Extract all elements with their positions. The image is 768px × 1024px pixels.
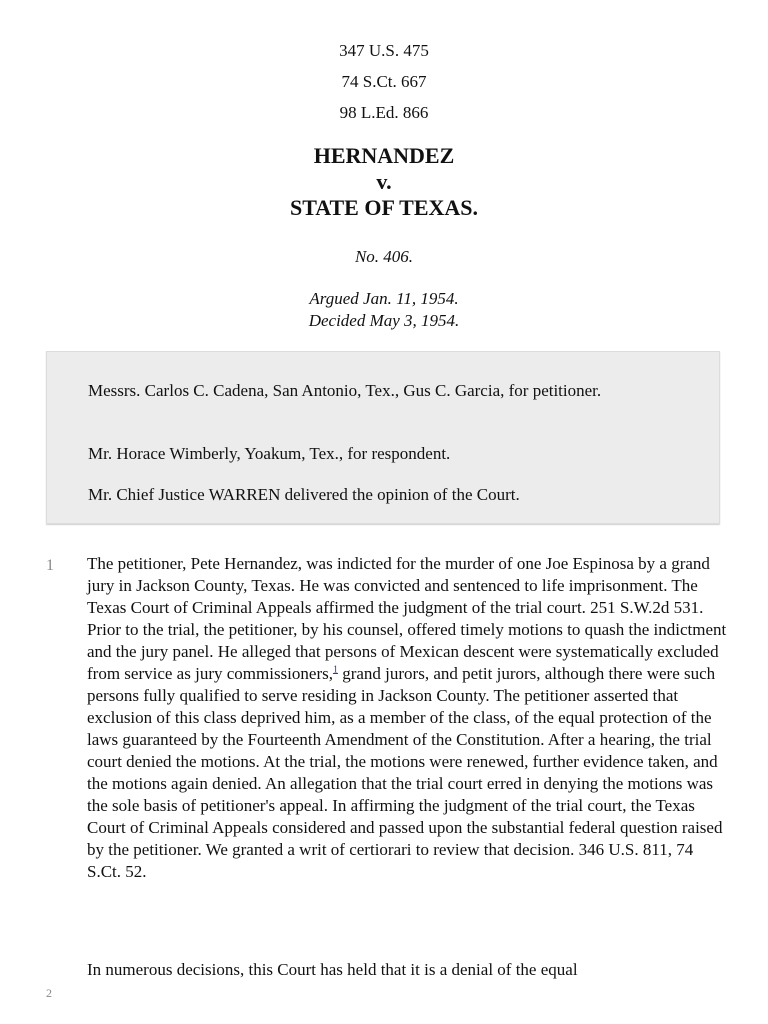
case-dates [0,288,768,332]
counsel-box [46,351,720,524]
counsel-petitioner: Messrs. Carlos C. Cadena, San Antonio, Tex., Gus C. Garcia, for petitioner. [88,381,602,400]
citation-block [0,35,768,128]
paragraph-number: 2 [46,986,52,1000]
opinion-author: Mr. Chief Justice WARREN delivered the opinion of the Court. [88,485,520,504]
case-title-respondent: STATE OF TEXAS. [289,195,479,220]
case-title-petitioner: HERNANDEZ [313,143,455,168]
decided-date: Decided May 3, 1954. [308,311,460,330]
paragraph-text: The petitioner, Pete Hernandez, was indicted for the murder of one Joe Espinosa by a grand jury in Jackson County, Texas. He was convicted and sentenced to life imprisonment. The Texas Court of Criminal Appeals affirmed the judgment of the trial court. 251 S.W.2d 531. Prior to the trial, the petitioner, by his counsel, offered timely motions to quash the indictment and the jury panel. He alleged that persons of Mexican descent were systematically excluded from service as jury commissioners, [87,554,727,683]
opinion-paragraph [87,553,727,883]
footnote-link[interactable]: 1 [332,664,338,676]
case-title [0,143,768,221]
opinion-paragraph: In numerous decisions, this Court has held that it is a denial of the equal [87,960,578,979]
paragraph-number: 1 [46,557,54,574]
paragraph-text: grand jurors, and petit jurors, although there were such persons fully qualified to serve residing in Jackson County. The petitioner asserted that exclusion of this class deprived him, as a member of the class, of the equal protection of the laws guaranteed by the Fourteenth Amendment of the Constitution. After a hearing, the trial court denied the motions. At the trial, the motions were renewed, further evidence taken, and the motions again denied. An allegation that the trial court erred in denying the motions was the sole basis of petitioner's appeal. In affirming the judgment of the trial court, the Texas Court of Criminal Appeals considered and passed upon the substantial federal question raised by the petitioner. We granted a writ of certiorari to review that decision. 346 U.S. 811, 74 S.Ct. 52. [87,664,723,881]
docket-number: No. 406. [354,247,414,266]
citation-lawyers-edition: 98 L.Ed. 866 [339,103,429,122]
citation-us-reports: 347 U.S. 475 [339,41,429,60]
argued-date: Argued Jan. 11, 1954. [309,289,459,308]
case-title-versus: v. [376,169,392,194]
citation-supreme-court-reporter: 74 S.Ct. 667 [341,72,427,91]
counsel-respondent: Mr. Horace Wimberly, Yoakum, Tex., for respondent. [88,444,451,463]
